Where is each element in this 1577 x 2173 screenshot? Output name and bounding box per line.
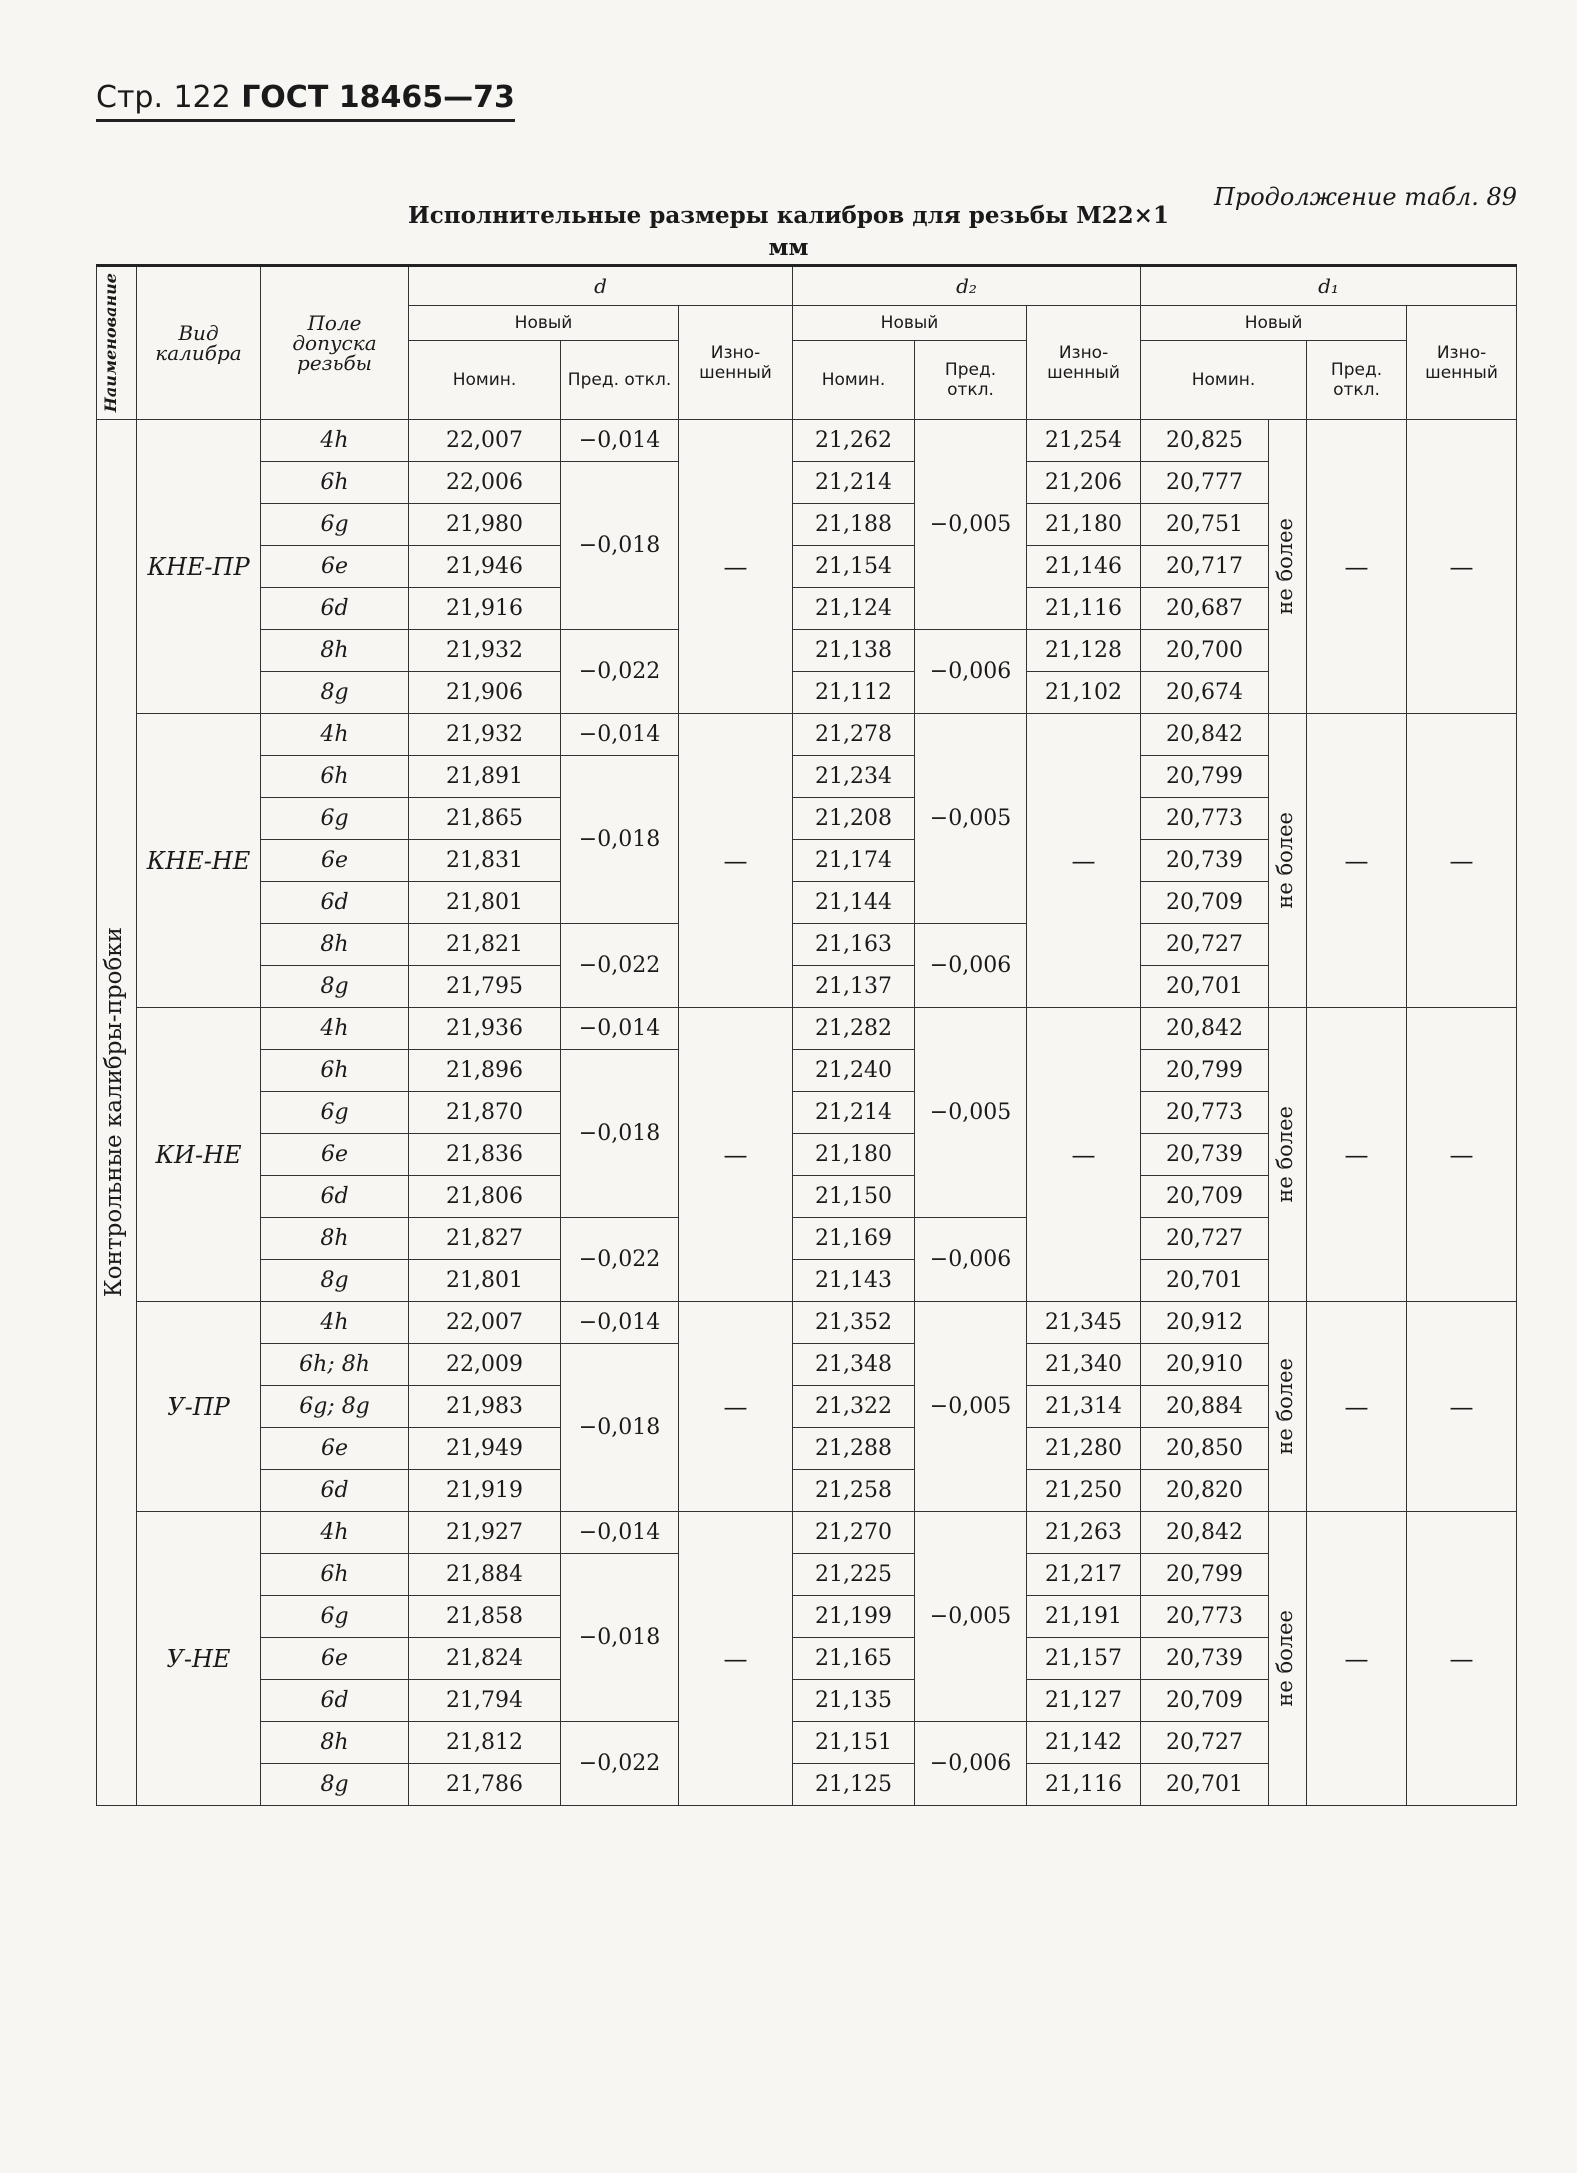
tolerance-field: 6g; 8g: [261, 1386, 409, 1428]
tolerance-field: 6e: [261, 546, 409, 588]
d1-nominal: 20,799: [1141, 1050, 1269, 1092]
d2-worn: 21,128: [1027, 630, 1141, 672]
d1-nominal: 20,739: [1141, 840, 1269, 882]
d-nominal: 21,801: [409, 882, 561, 924]
d2-worn: 21,250: [1027, 1470, 1141, 1512]
d1-not-more: [1269, 1302, 1307, 1512]
table-row: [97, 1008, 1517, 1050]
d2-nominal: 21,125: [793, 1764, 915, 1806]
page-number: 122: [173, 80, 231, 115]
d1-worn: —: [1407, 1008, 1517, 1302]
d1-nominal: 20,820: [1141, 1470, 1269, 1512]
tolerance-field: 6e: [261, 840, 409, 882]
tolerance-field: 6e: [261, 1134, 409, 1176]
d2-nominal: 21,150: [793, 1176, 915, 1218]
d-nominal: 21,821: [409, 924, 561, 966]
table-row: [97, 420, 1517, 462]
d1-not-more: [1269, 1008, 1307, 1302]
d-nominal: 21,827: [409, 1218, 561, 1260]
d-nominal: 22,009: [409, 1344, 561, 1386]
d2-worn: 21,280: [1027, 1428, 1141, 1470]
d2-nominal: 21,169: [793, 1218, 915, 1260]
d-nominal: 21,936: [409, 1008, 561, 1050]
d-nominal: 21,946: [409, 546, 561, 588]
d1-deviation: —: [1307, 1512, 1407, 1806]
d1-nominal: 20,701: [1141, 1260, 1269, 1302]
header-d-new: Новый: [409, 306, 679, 341]
d2-deviation: −0,005: [915, 1008, 1027, 1218]
tolerance-field: 8h: [261, 1722, 409, 1764]
d2-worn: 21,116: [1027, 588, 1141, 630]
d2-worn: 21,116: [1027, 1764, 1141, 1806]
d2-nominal: 21,154: [793, 546, 915, 588]
d1-nominal: 20,739: [1141, 1638, 1269, 1680]
header-d2-dev: Пред. откл.: [915, 341, 1027, 420]
tolerance-field: 6h: [261, 1554, 409, 1596]
section-label: [97, 420, 137, 1806]
d2-nominal: 21,199: [793, 1596, 915, 1638]
d-nominal: 21,794: [409, 1680, 561, 1722]
d2-nominal: 21,262: [793, 420, 915, 462]
d2-worn: 21,102: [1027, 672, 1141, 714]
tolerance-field: 6d: [261, 1680, 409, 1722]
d2-nominal: 21,225: [793, 1554, 915, 1596]
d2-worn: 21,142: [1027, 1722, 1141, 1764]
section-label-text: Контрольные калибры-пробки: [101, 927, 127, 1298]
d-nominal: 21,983: [409, 1386, 561, 1428]
d2-nominal: 21,278: [793, 714, 915, 756]
d-nominal: 21,927: [409, 1512, 561, 1554]
d2-worn: 21,217: [1027, 1554, 1141, 1596]
d2-worn: —: [1027, 1008, 1141, 1302]
d-deviation: −0,014: [561, 714, 679, 756]
d1-nominal: 20,842: [1141, 714, 1269, 756]
d-nominal: 21,870: [409, 1092, 561, 1134]
d-worn: —: [679, 1512, 793, 1806]
tolerance-field: 4h: [261, 1302, 409, 1344]
d-nominal: 22,006: [409, 462, 561, 504]
d1-nominal: 20,727: [1141, 924, 1269, 966]
header-d1-worn: Изно-шенный: [1407, 306, 1517, 420]
standard-number: ГОСТ 18465—73: [241, 80, 515, 115]
d1-worn: —: [1407, 1512, 1517, 1806]
header-tolerance: Поле допуска резьбы: [261, 266, 409, 420]
header-d2-nominal: Номин.: [793, 341, 915, 420]
header-d2: d₂: [793, 266, 1141, 306]
page-header: [96, 80, 515, 122]
tolerance-field: 6g: [261, 1596, 409, 1638]
tolerance-field: 6d: [261, 588, 409, 630]
d2-nominal: 21,240: [793, 1050, 915, 1092]
header-d1-dev: Пред. откл.: [1307, 341, 1407, 420]
tolerance-field: 6h: [261, 462, 409, 504]
d1-nominal: 20,674: [1141, 672, 1269, 714]
tolerance-field: 4h: [261, 714, 409, 756]
d1-worn: —: [1407, 714, 1517, 1008]
d-deviation: −0,022: [561, 1722, 679, 1806]
d1-nominal: 20,777: [1141, 462, 1269, 504]
header-d2-worn: Изно-шенный: [1027, 306, 1141, 420]
d-nominal: 21,812: [409, 1722, 561, 1764]
d-deviation: −0,014: [561, 1512, 679, 1554]
d-deviation: −0,014: [561, 1008, 679, 1050]
d-deviation: −0,018: [561, 1344, 679, 1512]
d1-nominal: 20,727: [1141, 1218, 1269, 1260]
d-nominal: 21,786: [409, 1764, 561, 1806]
tolerance-field: 8g: [261, 1260, 409, 1302]
d1-nominal: 20,842: [1141, 1512, 1269, 1554]
gauge-type: КИ-НЕ: [137, 1008, 261, 1302]
continuation-note: Продолжение табл. 89: [1213, 183, 1517, 211]
d2-deviation: −0,005: [915, 1512, 1027, 1722]
d-nominal: 21,891: [409, 756, 561, 798]
d-deviation: −0,018: [561, 1554, 679, 1722]
d1-nominal: 20,701: [1141, 1764, 1269, 1806]
d1-not-more: [1269, 714, 1307, 1008]
d-deviation: −0,022: [561, 630, 679, 714]
d2-nominal: 21,137: [793, 966, 915, 1008]
d-nominal: 21,906: [409, 672, 561, 714]
d1-nominal: 20,700: [1141, 630, 1269, 672]
table-row: [97, 1302, 1517, 1344]
d1-nominal: 20,773: [1141, 798, 1269, 840]
d2-worn: 21,180: [1027, 504, 1141, 546]
d1-nominal: 20,842: [1141, 1008, 1269, 1050]
d1-nominal: 20,773: [1141, 1092, 1269, 1134]
d2-nominal: 21,151: [793, 1722, 915, 1764]
tolerance-field: 6g: [261, 798, 409, 840]
tolerance-field: 6g: [261, 1092, 409, 1134]
d1-not-more: [1269, 420, 1307, 714]
d2-deviation: −0,005: [915, 714, 1027, 924]
gauge-type: У-НЕ: [137, 1512, 261, 1806]
d1-nominal: 20,884: [1141, 1386, 1269, 1428]
d2-nominal: 21,288: [793, 1428, 915, 1470]
d-nominal: 21,865: [409, 798, 561, 840]
gauge-type: КНЕ-ПР: [137, 420, 261, 714]
table-title: [0, 200, 1577, 264]
tolerance-field: 6d: [261, 1176, 409, 1218]
tolerance-field: 8g: [261, 1764, 409, 1806]
d2-worn: 21,340: [1027, 1344, 1141, 1386]
not-more-text: не более: [1273, 518, 1298, 615]
d-nominal: 21,795: [409, 966, 561, 1008]
d2-nominal: 21,282: [793, 1008, 915, 1050]
d-nominal: 21,896: [409, 1050, 561, 1092]
d-nominal: 21,801: [409, 1260, 561, 1302]
d2-nominal: 21,322: [793, 1386, 915, 1428]
d-nominal: 21,916: [409, 588, 561, 630]
tolerance-field: 4h: [261, 1512, 409, 1554]
d-nominal: 21,824: [409, 1638, 561, 1680]
d2-deviation: −0,005: [915, 1302, 1027, 1512]
d1-nominal: 20,717: [1141, 546, 1269, 588]
header-d1-new: Новый: [1141, 306, 1407, 341]
header-d1-nominal: Номин.: [1141, 341, 1307, 420]
d2-nominal: 21,348: [793, 1344, 915, 1386]
d-nominal: 21,884: [409, 1554, 561, 1596]
d2-nominal: 21,180: [793, 1134, 915, 1176]
d2-deviation: −0,005: [915, 420, 1027, 630]
d2-worn: 21,191: [1027, 1596, 1141, 1638]
d2-nominal: 21,165: [793, 1638, 915, 1680]
d2-nominal: 21,143: [793, 1260, 915, 1302]
d2-nominal: 21,124: [793, 588, 915, 630]
d2-nominal: 21,214: [793, 462, 915, 504]
d1-nominal: 20,739: [1141, 1134, 1269, 1176]
d-deviation: −0,018: [561, 756, 679, 924]
tolerance-field: 8h: [261, 630, 409, 672]
d-nominal: 21,836: [409, 1134, 561, 1176]
not-more-text: не более: [1273, 1358, 1298, 1455]
dimensions-table-wrap: [96, 264, 1516, 1806]
d-nominal: 21,932: [409, 630, 561, 672]
d-worn: —: [679, 714, 793, 1008]
d2-nominal: 21,174: [793, 840, 915, 882]
d2-nominal: 21,208: [793, 798, 915, 840]
d1-nominal: 20,910: [1141, 1344, 1269, 1386]
d2-worn: 21,127: [1027, 1680, 1141, 1722]
gauge-type: КНЕ-НЕ: [137, 714, 261, 1008]
d-worn: —: [679, 1008, 793, 1302]
d1-nominal: 20,799: [1141, 756, 1269, 798]
d2-worn: 21,157: [1027, 1638, 1141, 1680]
d2-worn: 21,314: [1027, 1386, 1141, 1428]
d-nominal: 21,980: [409, 504, 561, 546]
d1-nominal: 20,773: [1141, 1596, 1269, 1638]
d1-nominal: 20,799: [1141, 1554, 1269, 1596]
page-prefix: Стр.: [96, 80, 164, 115]
d1-nominal: 20,850: [1141, 1428, 1269, 1470]
d1-nominal: 20,701: [1141, 966, 1269, 1008]
not-more-text: не более: [1273, 812, 1298, 909]
tolerance-field: 6h; 8h: [261, 1344, 409, 1386]
header-d2-new: Новый: [793, 306, 1027, 341]
not-more-text: не более: [1273, 1610, 1298, 1707]
d-nominal: 21,949: [409, 1428, 561, 1470]
tolerance-field: 6h: [261, 1050, 409, 1092]
d2-nominal: 21,163: [793, 924, 915, 966]
d2-worn: 21,146: [1027, 546, 1141, 588]
gauge-type: У-ПР: [137, 1302, 261, 1512]
header-gauge-type: Вид калибра: [137, 266, 261, 420]
d2-nominal: 21,352: [793, 1302, 915, 1344]
d2-worn: —: [1027, 714, 1141, 1008]
d2-deviation: −0,006: [915, 1722, 1027, 1806]
table-unit: мм: [768, 234, 809, 261]
d-nominal: 21,919: [409, 1470, 561, 1512]
table-body: [97, 420, 1517, 1806]
d-worn: —: [679, 420, 793, 714]
d-nominal: 21,932: [409, 714, 561, 756]
d-deviation: −0,022: [561, 1218, 679, 1302]
header-name: Наименование: [97, 266, 137, 420]
d2-nominal: 21,188: [793, 504, 915, 546]
d-deviation: −0,022: [561, 924, 679, 1008]
d1-nominal: 20,687: [1141, 588, 1269, 630]
d2-worn: 21,206: [1027, 462, 1141, 504]
d2-nominal: 21,144: [793, 882, 915, 924]
header-d: d: [409, 266, 793, 306]
table-row: [97, 714, 1517, 756]
d2-deviation: −0,006: [915, 1218, 1027, 1302]
d-deviation: −0,018: [561, 462, 679, 630]
tolerance-field: 6h: [261, 756, 409, 798]
d-nominal: 22,007: [409, 1302, 561, 1344]
table-title-line: Исполнительные размеры калибров для резьбы М22×1: [408, 202, 1169, 229]
d-nominal: 21,831: [409, 840, 561, 882]
d1-nominal: 20,709: [1141, 882, 1269, 924]
tolerance-field: 8h: [261, 924, 409, 966]
d1-nominal: 20,709: [1141, 1176, 1269, 1218]
d-nominal: 21,806: [409, 1176, 561, 1218]
d1-nominal: 20,825: [1141, 420, 1269, 462]
tolerance-field: 8h: [261, 1218, 409, 1260]
tolerance-field: 6e: [261, 1428, 409, 1470]
tolerance-field: 8g: [261, 966, 409, 1008]
d1-nominal: 20,727: [1141, 1722, 1269, 1764]
d1-deviation: —: [1307, 1008, 1407, 1302]
d2-nominal: 21,214: [793, 1092, 915, 1134]
d1-nominal: 20,751: [1141, 504, 1269, 546]
d2-nominal: 21,270: [793, 1512, 915, 1554]
d2-nominal: 21,258: [793, 1470, 915, 1512]
tolerance-field: 6d: [261, 1470, 409, 1512]
d2-worn: 21,345: [1027, 1302, 1141, 1344]
tolerance-field: 6e: [261, 1638, 409, 1680]
dimensions-table: [96, 264, 1517, 1806]
d1-not-more: [1269, 1512, 1307, 1806]
d2-nominal: 21,112: [793, 672, 915, 714]
table-row: [97, 1512, 1517, 1554]
d-deviation: −0,014: [561, 420, 679, 462]
d2-worn: 21,254: [1027, 420, 1141, 462]
d-nominal: 21,858: [409, 1596, 561, 1638]
tolerance-field: 6g: [261, 504, 409, 546]
d-deviation: −0,018: [561, 1050, 679, 1218]
tolerance-field: 4h: [261, 1008, 409, 1050]
d1-worn: —: [1407, 420, 1517, 714]
d-nominal: 22,007: [409, 420, 561, 462]
header-d-dev: Пред. откл.: [561, 341, 679, 420]
d2-deviation: −0,006: [915, 924, 1027, 1008]
d1-worn: —: [1407, 1302, 1517, 1512]
tolerance-field: 4h: [261, 420, 409, 462]
tolerance-field: 8g: [261, 672, 409, 714]
d1-deviation: —: [1307, 1302, 1407, 1512]
header-d1: d₁: [1141, 266, 1517, 306]
d2-deviation: −0,006: [915, 630, 1027, 714]
d-worn: —: [679, 1302, 793, 1512]
d1-deviation: —: [1307, 420, 1407, 714]
d2-nominal: 21,234: [793, 756, 915, 798]
header-d-nominal: Номин.: [409, 341, 561, 420]
d-deviation: −0,014: [561, 1302, 679, 1344]
header-d-worn: Изно-шенный: [679, 306, 793, 420]
d2-nominal: 21,135: [793, 1680, 915, 1722]
not-more-text: не более: [1273, 1106, 1298, 1203]
tolerance-field: 6d: [261, 882, 409, 924]
d2-worn: 21,263: [1027, 1512, 1141, 1554]
d1-deviation: —: [1307, 714, 1407, 1008]
d1-nominal: 20,709: [1141, 1680, 1269, 1722]
d1-nominal: 20,912: [1141, 1302, 1269, 1344]
d2-nominal: 21,138: [793, 630, 915, 672]
